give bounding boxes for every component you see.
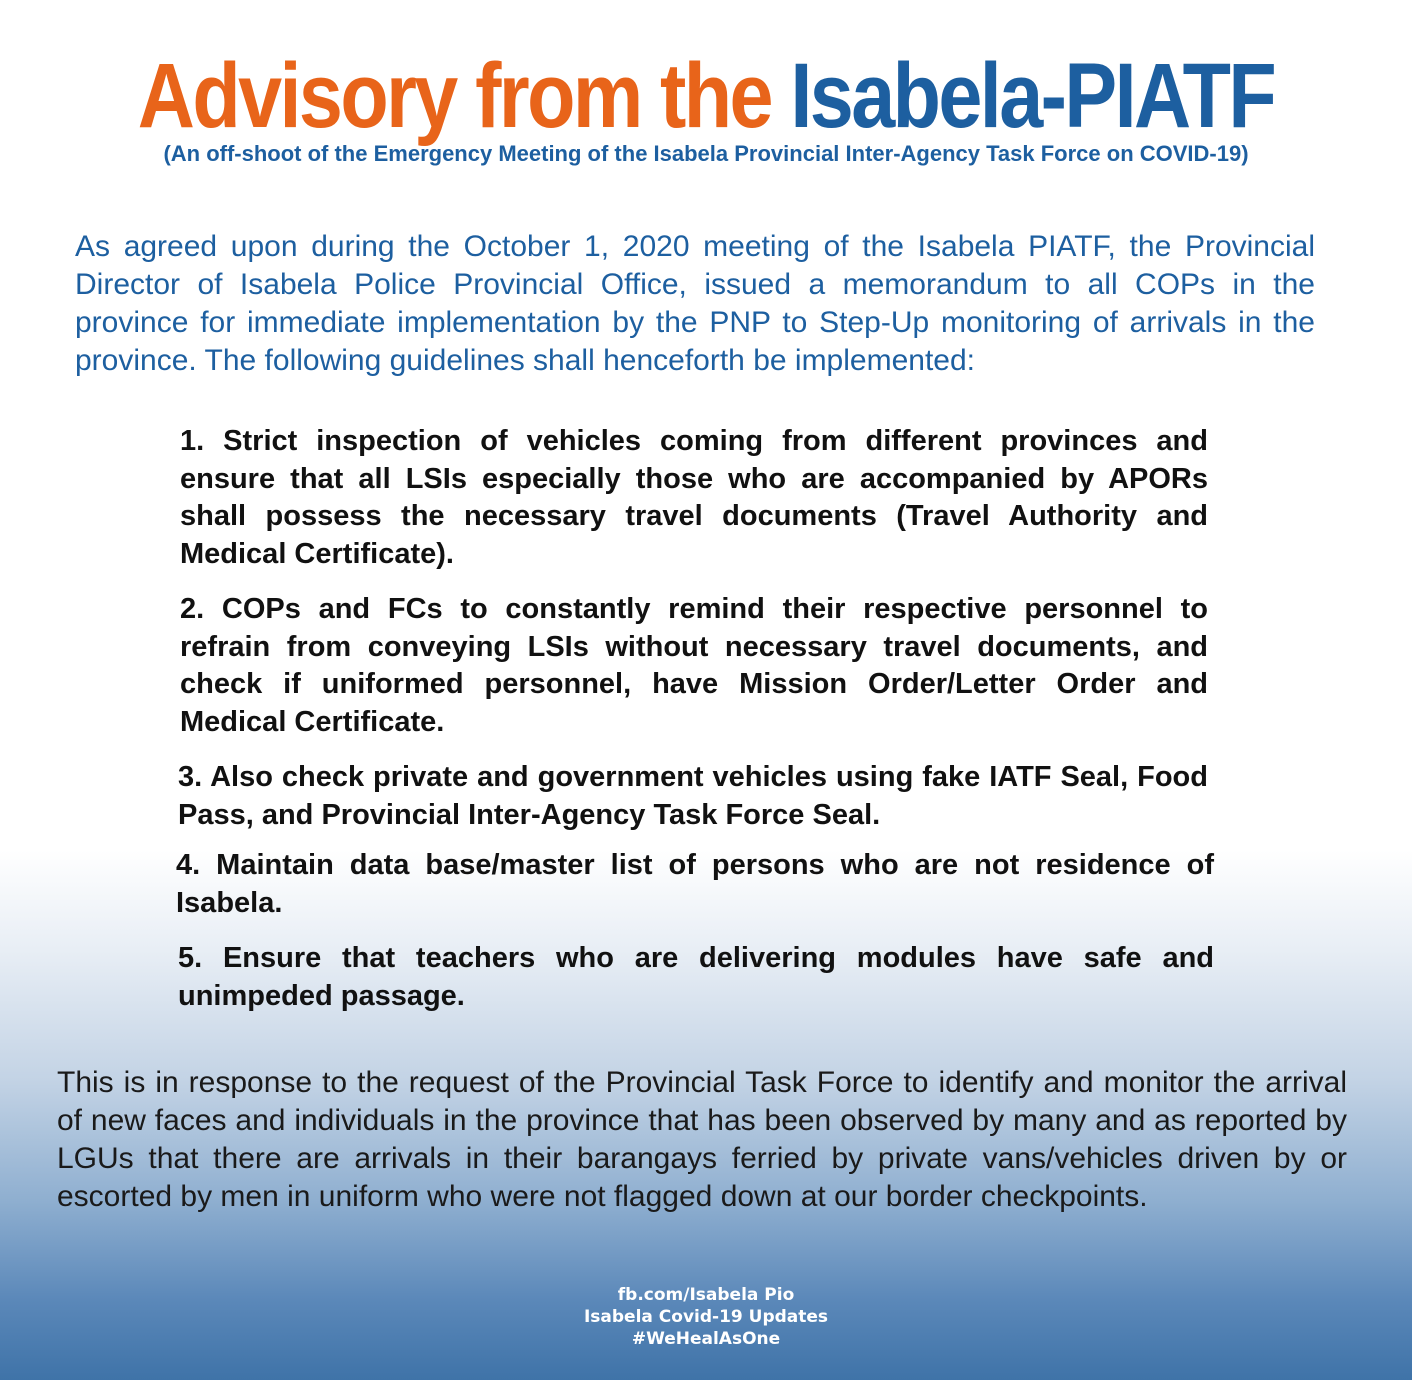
closing-paragraph: This is in response to the request of the Provincial Task Force to identify and monitor the arrival of new faces and individuals in the province that has been observed by many and as reported by LGUs that there are arrivals in their barangays ferried by private vans/vehicles driven by or escorted by men in uniform who were not flagged down at our border checkpoints.: [57, 1066, 1347, 1213]
guideline-item-4: 4. Maintain data base/master list of persons who are not residence of Isabela.: [176, 849, 1214, 919]
guideline-item-3: 3. Also check private and government vehicles using fake IATF Seal, Food Pass, and Provincial Inter-Agency Task Force Seal.: [178, 761, 1208, 831]
footer-page-name: Isabela Covid-19 Updates: [583, 1307, 829, 1327]
title-part-orange: Advisory from the: [137, 45, 791, 147]
advisory-title: [99, 46, 1313, 146]
guideline-item-5: 5. Ensure that teachers who are delivering modules have safe and unimpeded passage.: [178, 942, 1214, 1012]
advisory-subtitle: (An off-shoot of the Emergency Meeting of the Isabela Provincial Inter-Agency Task Force on COVID-19): [163, 141, 1249, 166]
intro-paragraph: As agreed upon during the October 1, 2020 meeting of the Isabela PIATF, the Provincial Director of Isabela Police Provincial Office, issued a memorandum to all COPs in the province for immediate implementation by the PNP to Step-Up monitoring of arrivals in the province. The following guidelines shall henceforth be implemented:: [75, 230, 1315, 377]
title-part-blue: Isabela-PIATF: [790, 45, 1275, 147]
footer-hashtag: #WeHealAsOne: [631, 1329, 781, 1349]
guideline-item-1: 1. Strict inspection of vehicles coming from different provinces and ensure that all LSIs especially those who are accompanied by APORs shall possess the necessary travel documents (Travel Authority and Medical Certificate).: [180, 425, 1208, 570]
guideline-item-2: 2. COPs and FCs to constantly remind their respective personnel to refrain from conveying LSIs without necessary travel documents, and check if uniformed personnel, have Mission Order/Letter Order and Medical Certificate.: [180, 593, 1208, 738]
footer: [0, 1284, 1412, 1350]
footer-facebook-link: fb.com/Isabela Pio: [617, 1285, 795, 1305]
